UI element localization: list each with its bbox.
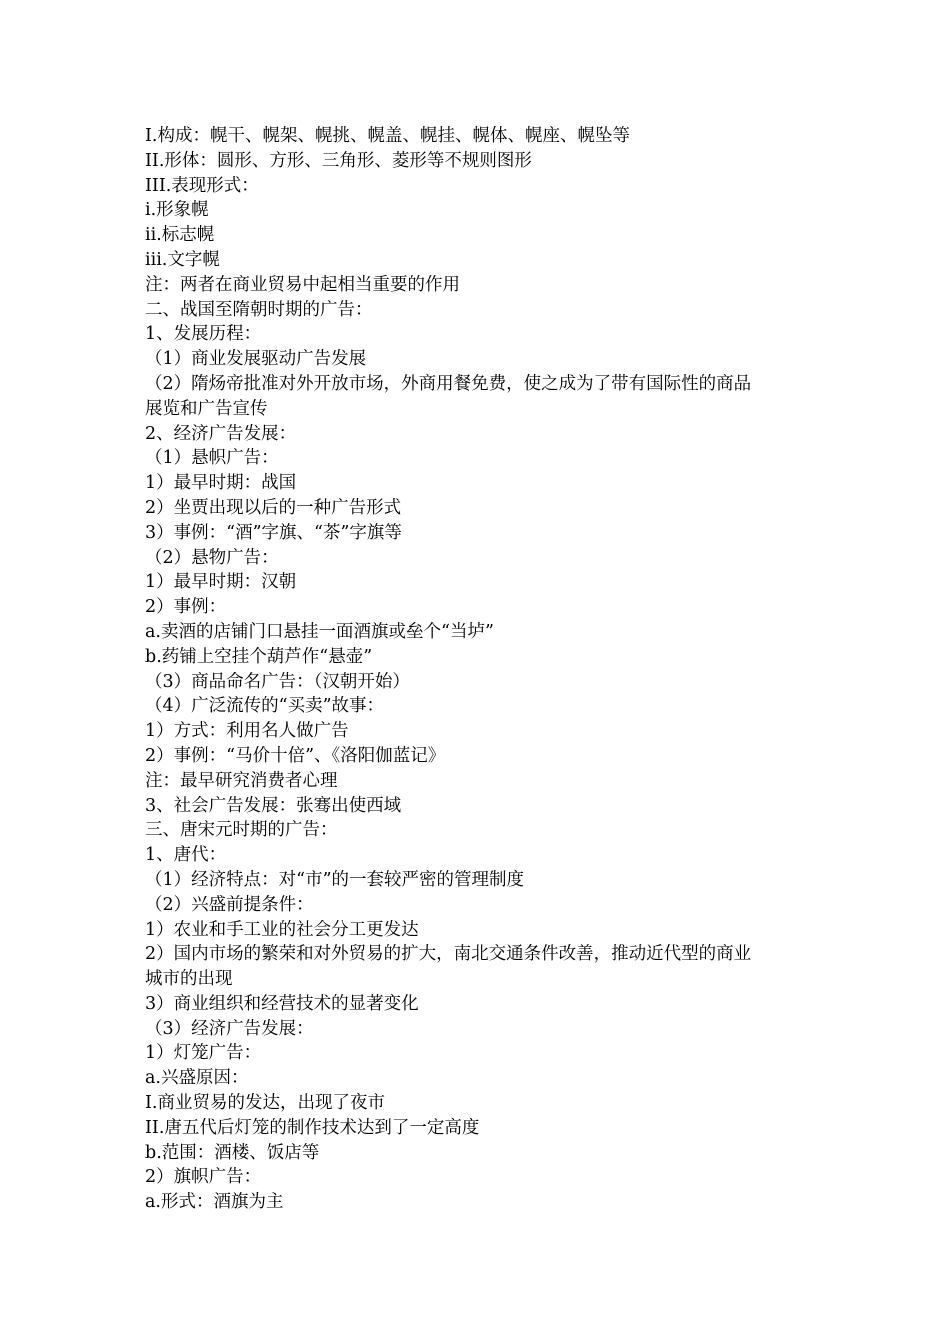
text-line: ii.标志幌 bbox=[145, 225, 215, 246]
text-line: II.形体：圆形、方形、三角形、菱形等不规则图形 bbox=[145, 150, 532, 171]
text-line: 2、经济广告发展： bbox=[145, 423, 297, 444]
text-line: a.卖酒的店铺门口悬挂一面酒旗或垒个“当垆” bbox=[145, 621, 494, 642]
section-heading: 三、唐宋元时期的广告： bbox=[145, 820, 338, 841]
text-line: 3、社会广告发展：张骞出使西域 bbox=[145, 795, 402, 816]
text-line: 展览和广告宣传 bbox=[145, 398, 268, 419]
text-line: （3）经济广告发展： bbox=[145, 1018, 314, 1039]
text-line: a.兴盛原因： bbox=[145, 1068, 249, 1089]
text-line: （1）经济特点：对“市”的一套较严密的管理制度 bbox=[145, 869, 525, 890]
text-line: 1）最早时期：战国 bbox=[145, 473, 297, 494]
text-line: 1）农业和手工业的社会分工更发达 bbox=[145, 919, 419, 940]
text-line: I.商业贸易的发达，出现了夜市 bbox=[145, 1093, 385, 1114]
text-line: I.构成：幌干、幌架、幌挑、幌盖、幌挂、幌体、幌座、幌坠等 bbox=[145, 126, 630, 146]
text-line: 2）坐贾出现以后的一种广告形式 bbox=[145, 497, 402, 518]
text-line: （3）商品命名广告：（汉朝开始） bbox=[145, 671, 410, 692]
document-body bbox=[145, 124, 825, 1215]
text-line: 1）方式：利用名人做广告 bbox=[145, 721, 349, 742]
text-line: （1）悬帜广告： bbox=[145, 448, 279, 469]
text-line: 3）事例：“酒”字旗、“茶”字旗等 bbox=[145, 522, 402, 543]
text-line: II.唐五代后灯笼的制作技术达到了一定高度 bbox=[145, 1117, 480, 1138]
text-line: iii.文字幌 bbox=[145, 249, 220, 270]
text-line: b.范围：酒楼、饭店等 bbox=[145, 1142, 320, 1163]
text-line: 注：最早研究消费者心理 bbox=[145, 770, 338, 791]
text-line: III.表现形式： bbox=[145, 175, 259, 196]
text-line: 3）商业组织和经营技术的显著变化 bbox=[145, 993, 419, 1014]
text-line: b.药铺上空挂个葫芦作“悬壶” bbox=[145, 646, 373, 667]
text-line: （2）悬物广告： bbox=[145, 547, 279, 568]
text-line: 1）灯笼广告： bbox=[145, 1043, 262, 1064]
text-line: 注：两者在商业贸易中起相当重要的作用 bbox=[145, 274, 460, 295]
text-line: 2）事例：“马价十倍”、《洛阳伽蓝记》 bbox=[145, 745, 446, 766]
text-line: （1）商业发展驱动广告发展 bbox=[145, 349, 367, 370]
text-line: 2）国内市场的繁荣和对外贸易的扩大，南北交通条件改善，推动近代型的商业 bbox=[145, 944, 752, 965]
text-line: a.形式：酒旗为主 bbox=[145, 1192, 284, 1213]
text-line: （4）广泛流传的“买卖”故事： bbox=[145, 696, 385, 717]
text-line: 1）最早时期：汉朝 bbox=[145, 572, 297, 593]
text-line: 2）事例： bbox=[145, 597, 227, 618]
text-line: 2）旗帜广告： bbox=[145, 1167, 262, 1188]
section-heading: 二、战国至隋朝时期的广告： bbox=[145, 299, 373, 320]
text-line: i.形象幌 bbox=[145, 200, 209, 221]
text-line: （2）隋炀帝批准对外开放市场，外商用餐免费，使之成为了带有国际性的商品 bbox=[145, 373, 752, 394]
text-line: 1、唐代： bbox=[145, 845, 227, 866]
text-line: （2）兴盛前提条件： bbox=[145, 894, 314, 915]
text-line: 城市的出现 bbox=[145, 969, 233, 990]
text-line: 1、发展历程： bbox=[145, 324, 262, 345]
